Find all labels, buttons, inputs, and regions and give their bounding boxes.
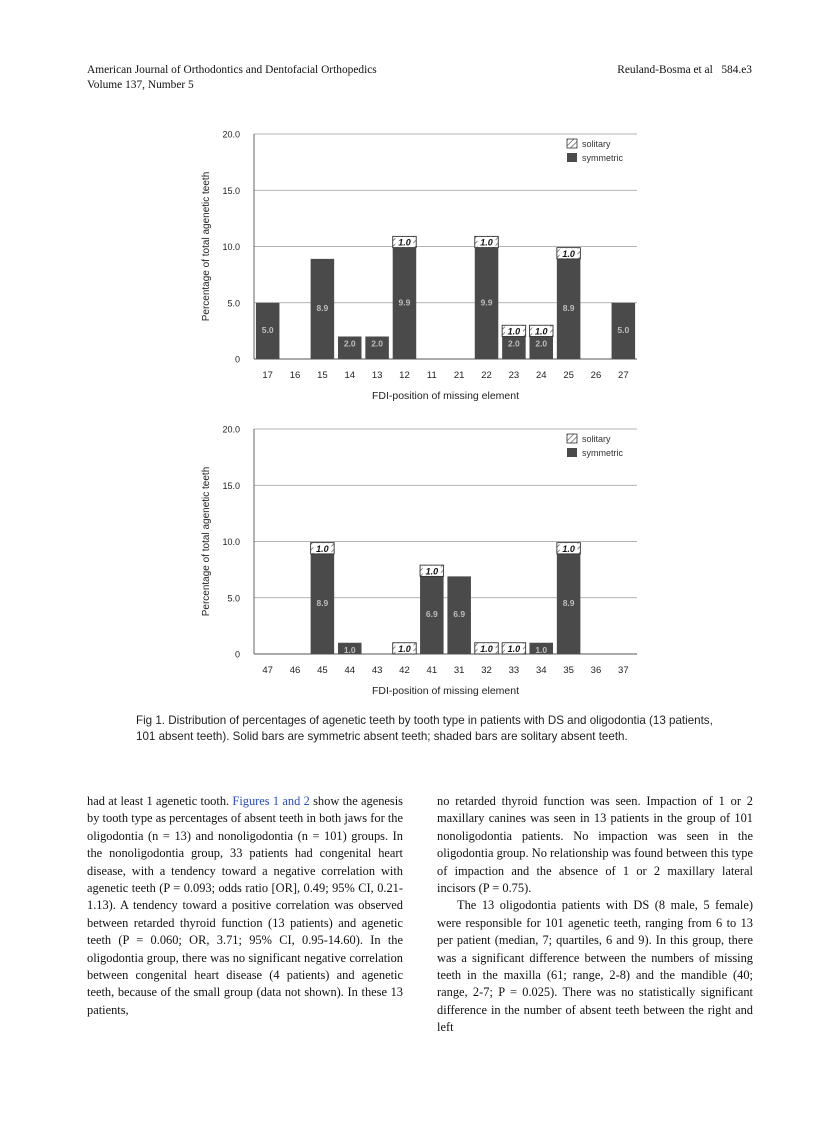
x-tick-label: 14	[344, 370, 356, 381]
paragraph: The 13 oligodontia patients with DS (8 male, 5 female) were responsible for 101 agenetic teeth, ranging from 6 to 13 per patient (median, 7; quartiles, 6 and 9). In this group, there was a significant difference between the numbers of missing teeth in the maxilla (61; range, 2-8) and the mandible (40; range, 2-7; P = 0.025). There was no statistically significant difference in the number of absent teeth between the right and left	[437, 898, 753, 1035]
y-tick-label: 20.0	[222, 129, 240, 140]
x-tick-label: 26	[590, 370, 602, 381]
body-column-left	[87, 793, 403, 1019]
legend-label-solitary: solitary	[582, 139, 611, 149]
bar-value-label: 8.9	[562, 302, 575, 313]
x-tick-label: 44	[344, 665, 356, 676]
bar-value-label: 8.9	[316, 597, 329, 608]
x-tick-label: 32	[481, 665, 492, 676]
x-tick-label: 22	[481, 370, 492, 381]
x-tick-label: 34	[535, 665, 547, 676]
x-tick-label: 17	[262, 370, 273, 381]
x-tick-label: 47	[262, 665, 273, 676]
bar-value-label: 5.0	[617, 324, 630, 335]
chart-mandible	[198, 419, 648, 704]
y-tick-label: 5.0	[227, 298, 240, 309]
y-tick-label: 20.0	[222, 424, 240, 435]
x-tick-label: 42	[399, 665, 410, 676]
paragraph: no retarded thyroid function was seen. Impaction of 1 or 2 maxillary canines was seen in 13 patients in the group of 101 nonoligodontia patients. No impaction was seen in the oligodontia group. No relationship was found between this type of impaction and the absence of 1 or 2 maxillary lateral incisors (P = 0.75).	[437, 794, 753, 896]
x-tick-label: 11	[426, 370, 437, 381]
x-tick-label: 13	[371, 370, 383, 381]
running-header-left	[87, 63, 377, 93]
bar-value-label: 1.0	[562, 248, 575, 259]
x-tick-label: 36	[590, 665, 602, 676]
bar-value-label: 5.0	[261, 324, 274, 335]
legend-swatch-symmetric	[567, 153, 577, 162]
bar-value-label: 1.0	[562, 543, 575, 554]
x-tick-label: 27	[618, 370, 629, 381]
x-tick-label: 12	[399, 370, 410, 381]
x-axis-label: FDI-position of missing element	[371, 390, 520, 402]
body-column-right	[437, 793, 753, 1037]
y-axis-label: Percentage of total agenetic teeth	[201, 171, 212, 322]
y-tick-label: 15.0	[222, 480, 240, 491]
x-tick-label: 23	[508, 370, 520, 381]
bar-value-label: 1.0	[534, 326, 548, 337]
bar-value-label: 2.0	[371, 338, 384, 349]
x-axis-label: FDI-position of missing element	[371, 685, 520, 697]
x-tick-label: 21	[453, 370, 465, 381]
x-tick-label: 24	[535, 370, 547, 381]
bar-value-label: 1.0	[316, 543, 329, 554]
x-tick-label: 15	[317, 370, 328, 381]
y-tick-label: 15.0	[222, 185, 240, 196]
y-tick-label: 10.0	[222, 242, 240, 252]
bar-value-label: 2.0	[343, 338, 356, 349]
paragraph: had at least 1 agenetic tooth. Figures 1 and 2 show the agenesis by tooth type as percentages of absent teeth in both jaws for the oligodontia (n = 13) and nonoligodontia (n = 101) groups. In the nonoligodontia group, 33 patients had congenital heart disease, with a tendency toward a negative correlation with agenetic teeth (P = 0.093; odds ratio [OR], 0.49; 95% CI, 0.21-1.13). A tendency toward a positive correlation was observed between retarded thyroid function (13 patients) and agenetic teeth (P = 0.060; OR, 3.71; 95% CI, 0.95-14.60). In the oligodontia group, there was no significant negative correlation between congenital heart disease (4 patients) and agenetic teeth, because of the small group (data not shown). In these 13 patients,	[87, 794, 403, 1017]
figure-link[interactable]: Figures 1 and 2	[232, 794, 310, 808]
x-tick-label: 35	[563, 665, 574, 676]
y-tick-label: 0	[234, 354, 240, 365]
bar-value-label: 2.0	[507, 338, 520, 349]
x-tick-label: 41	[426, 665, 438, 676]
x-tick-label: 25	[563, 370, 574, 381]
figure-caption: Fig 1. Distribution of percentages of agenetic teeth by tooth type in patients with DS and oligodontia (13 patients, 101 absent teeth). Solid bars are symmetric absent teeth; shaded bars are solitary absent teeth.	[136, 714, 713, 743]
legend-label-symmetric: symmetric	[582, 153, 623, 163]
bar-value-label: 1.0	[480, 237, 493, 248]
x-tick-label: 43	[371, 665, 383, 676]
chart-maxilla	[198, 124, 648, 409]
bar-value-label: 1.0	[507, 643, 521, 654]
legend-swatch-symmetric	[567, 448, 577, 457]
bar-value-label: 1.0	[343, 644, 356, 655]
legend-label-solitary: solitary	[582, 434, 611, 444]
x-tick-label: 16	[289, 370, 301, 381]
x-tick-label: 45	[317, 665, 328, 676]
page-number: 584.e3	[721, 64, 752, 76]
x-tick-label: 33	[508, 665, 520, 676]
y-axis-label: Percentage of total agenetic teeth	[201, 466, 212, 617]
bar-value-label: 1.0	[398, 237, 411, 248]
legend-swatch-solitary	[567, 434, 577, 443]
running-header-right	[617, 63, 752, 78]
bar-value-label: 8.9	[316, 302, 329, 313]
chart-mandible-svg	[198, 419, 648, 704]
bar-value-label: 1.0	[535, 644, 548, 655]
y-tick-label: 0	[234, 649, 240, 660]
x-tick-label: 46	[289, 665, 301, 676]
author-names: Reuland-Bosma et al	[617, 64, 713, 76]
bar-value-label: 1.0	[398, 643, 411, 654]
legend-swatch-solitary	[567, 139, 577, 148]
chart-maxilla-svg	[198, 124, 648, 409]
volume-info: Volume 137, Number 5	[87, 79, 194, 91]
journal-name: American Journal of Orthodontics and Dentofacial Orthopedics	[87, 64, 377, 76]
legend-label-symmetric: symmetric	[582, 448, 623, 458]
bar-value-label: 9.9	[398, 297, 411, 308]
bar-value-label: 8.9	[562, 597, 575, 608]
bar-value-label: 1.0	[507, 326, 521, 337]
bar-value-label: 1.0	[480, 643, 493, 654]
bar-value-label: 6.9	[425, 609, 438, 620]
x-tick-label: 31	[453, 665, 465, 676]
y-tick-label: 5.0	[227, 593, 240, 604]
x-tick-label: 37	[618, 665, 629, 676]
bar-value-label: 1.0	[425, 566, 439, 577]
bar-value-label: 6.9	[453, 609, 466, 620]
y-tick-label: 10.0	[222, 537, 240, 547]
bar-value-label: 9.9	[480, 297, 493, 308]
bar-value-label: 2.0	[535, 338, 548, 349]
